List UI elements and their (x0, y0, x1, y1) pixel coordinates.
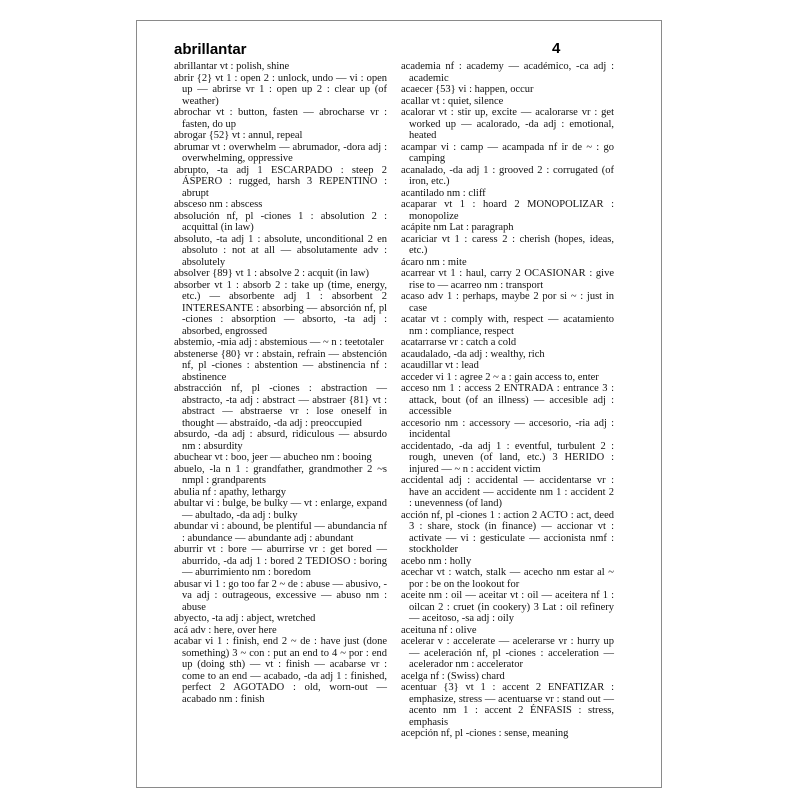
right-column (401, 61, 614, 740)
dictionary-entry: acantilado nm : cliff (401, 187, 486, 199)
dictionary-entry: abstracción nf, pl -ciones : abstraction — abstracto, -ta adj : abstract — abstraer {81} vt : abstract — abstraerse vr : lose oneself in thought — abstraído, -da adj : preoccupied (174, 383, 387, 429)
left-column (174, 61, 387, 705)
dictionary-entry: abusar vi 1 : go too far 2 ~ de : abuse — abusivo, -va adj : outrageous, excessive — abuso nm : abuse (174, 578, 388, 613)
guide-word: abrillantar (174, 41, 247, 58)
dictionary-entry: abrillantar vt : polish, shine (174, 61, 290, 72)
dictionary-entry: acatarrarse vr : catch a cold (401, 337, 517, 348)
dictionary-entry: acápite nm Lat : paragraph (401, 222, 514, 233)
dictionary-entry: abuelo, -la n 1 : grandfather, grandmother 2 ~s nmpl : grandparents (174, 463, 387, 486)
dictionary-entry: abundar vi : abound, be plentiful — abundancia nf : abundance — abundante adj : abundant (174, 521, 387, 544)
dictionary-entry: acaudalado, -da adj : wealthy, rich (401, 348, 545, 360)
dictionary-entry: abstenerse {80} vr : abstain, refrain — abstención nf, pl -ciones : abstention — abstinencia nf : abstinence (174, 348, 387, 383)
dictionary-entry: academia nf : academy — académico, -ca adj : academic (401, 61, 614, 84)
dictionary-entry: absoluto, -ta adj 1 : absolute, unconditional 2 en absoluto : not at all — absolutamente adv : absolutely (174, 233, 387, 268)
dictionary-entry: acaparar vt 1 : hoard 2 MONOPOLIZAR : monopolize (401, 199, 614, 222)
dictionary-entry: acalorar vt : stir up, excite — acalorarse vr : get worked up — acalorado, -da adj : emotional, heated (401, 107, 614, 141)
dictionary-entry: abrir {2} vt 1 : open 2 : unlock, undo — vi : open up — abrirse vr 1 : open up 2 : clear up (of weather) (174, 72, 387, 107)
dictionary-entry: acepción nf, pl -ciones : sense, meaning (401, 728, 569, 739)
dictionary-entry: abrupto, -ta adj 1 ESCARPADO : steep 2 ÁSPERO : rugged, harsh 3 REPENTINO : abrupt (174, 164, 387, 199)
dictionary-entry: acción nf, pl -ciones 1 : action 2 ACTO : act, deed 3 : share, stock (in finance) — accionar vt : activate — vi : gesticulate — accionista nmf : stockholder (401, 509, 614, 555)
dictionary-entry: acarrear vt 1 : haul, carry 2 OCASIONAR : give rise to — acarreo nm : transport (401, 268, 614, 291)
dictionary-entry: abultar vi : bulge, be bulky — vt : enlarge, expand — abultado, -da adj : bulky (174, 498, 387, 521)
dictionary-entry: abyecto, -ta adj : abject, wretched (174, 613, 316, 624)
dictionary-entry: acelerar v : accelerate — acelerarse vr : hurry up — aceleración nf, pl -ciones : acceleration — acelerador nm : accelerator (401, 636, 614, 670)
dictionary-entry: acceso nm 1 : access 2 ENTRADA : entrance 3 : attack, bout (of an illness) — accesible adj : accessible (401, 383, 614, 417)
dictionary-entry: aceite nm : oil — aceitar vt : oil — aceitera nf 1 : oilcan 2 : cruet (in cookery) 3 Lat : oil refinery — aceitoso, -sa adj : oily (401, 590, 614, 624)
dictionary-entry: absorber vt 1 : absorb 2 : take up (time, energy, etc.) — absorbente adj 1 : absorbent 2 INTERESANTE : absorbing — absorción nf, pl -ciones : absorption — absorto, -ta adj : absorbed, engrossed (174, 279, 387, 337)
dictionary-entry: acampar vi : camp — acampada nf ir de ~ : go camping (401, 141, 614, 164)
dictionary-entry: accidentado, -da adj 1 : eventful, turbulent 2 : rough, uneven (of land, etc.) 3 HERIDO : injured — ~ n : accident victim (401, 440, 614, 475)
dictionary-entry: abrumar vt : overwhelm — abrumador, -dora adj : overwhelming, oppressive (174, 141, 387, 164)
dictionary-entry: absceso nm : abscess (174, 199, 263, 210)
dictionary-entry: acariciar vt 1 : caress 2 : cherish (hopes, ideas, etc.) (401, 233, 614, 256)
dictionary-entry: acaudillar vt : lead (401, 360, 479, 371)
dictionary-entry: accesorio nm : accessory — accesorio, -ria adj : incidental (401, 417, 614, 440)
dictionary-entry: abulia nf : apathy, lethargy (174, 486, 286, 498)
dictionary-entry: aburrir vt : bore — aburrirse vr : get bored — aburrido, -da adj 1 : bored 2 TEDIOSO : boring — aburrimiento nm : boredom (174, 544, 387, 578)
dictionary-entry: ácaro nm : mite (401, 256, 467, 268)
dictionary-entry: abrochar vt : button, fasten — abrocharse vr : fasten, do up (174, 107, 387, 130)
dictionary-entry: absurdo, -da adj : absurd, ridiculous — absurdo nm : absurdity (174, 429, 387, 452)
dictionary-entry: acentuar {3} vt 1 : accent 2 ENFATIZAR : emphasize, stress — acentuarse vr : stand out — acento nm 1 : accent 2 ÉNFASIS : stress, emphasis (401, 682, 614, 728)
dictionary-entry: acechar vt : watch, stalk — acecho nm estar al ~ por : be on the lookout for (401, 567, 614, 590)
page-number: 4 (552, 40, 561, 57)
dictionary-entry: acelga nf : (Swiss) chard (401, 670, 505, 682)
dictionary-entry: acanalado, -da adj 1 : grooved 2 : corrugated (of iron, etc.) (401, 164, 614, 187)
dictionary-entry: acabar vi 1 : finish, end 2 ~ de : have just (done something) 3 ~ con : put an end to 4 ~ por : end up (doing sth) — vt : finish — acabarse vr : come to an end — acabado, -da adj 1 : finished, perfect 2 AGOTADO : old, worn-out — acabado nm : finish (174, 636, 387, 705)
dictionary-entry: abstemio, -mia adj : abstemious — ~ n : teetotaler (174, 337, 384, 348)
dictionary-entry: absolver {89} vt 1 : absolve 2 : acquit (in law) (174, 268, 369, 279)
dictionary-entry: acebo nm : holly (401, 555, 472, 567)
dictionary-entry: abrogar {52} vt : annul, repeal (174, 130, 303, 141)
dictionary-entry: abuchear vt : boo, jeer — abucheo nm : booing (174, 452, 372, 463)
dictionary-entry: acaecer {53} vi : happen, occur (401, 84, 534, 95)
dictionary-entry: acatar vt : comply with, respect — acatamiento nm : compliance, respect (401, 314, 614, 337)
dictionary-entry: absolución nf, pl -ciones 1 : absolution 2 : acquittal (in law) (174, 210, 387, 233)
dictionary-entry: acceder vi 1 : agree 2 ~ a : gain access to, enter (401, 371, 599, 383)
dictionary-entry: aceituna nf : olive (401, 624, 477, 636)
dictionary-entry: acaso adv 1 : perhaps, maybe 2 por si ~ : just in case (401, 291, 614, 314)
dictionary-entry: acallar vt : quiet, silence (401, 95, 504, 107)
dictionary-entry: acá adv : here, over here (174, 624, 277, 636)
dictionary-entry: accidental adj : accidental — accidentarse vr : have an accident — accidente nm 1 : accident 2 : unevenness (of land) (401, 475, 614, 509)
